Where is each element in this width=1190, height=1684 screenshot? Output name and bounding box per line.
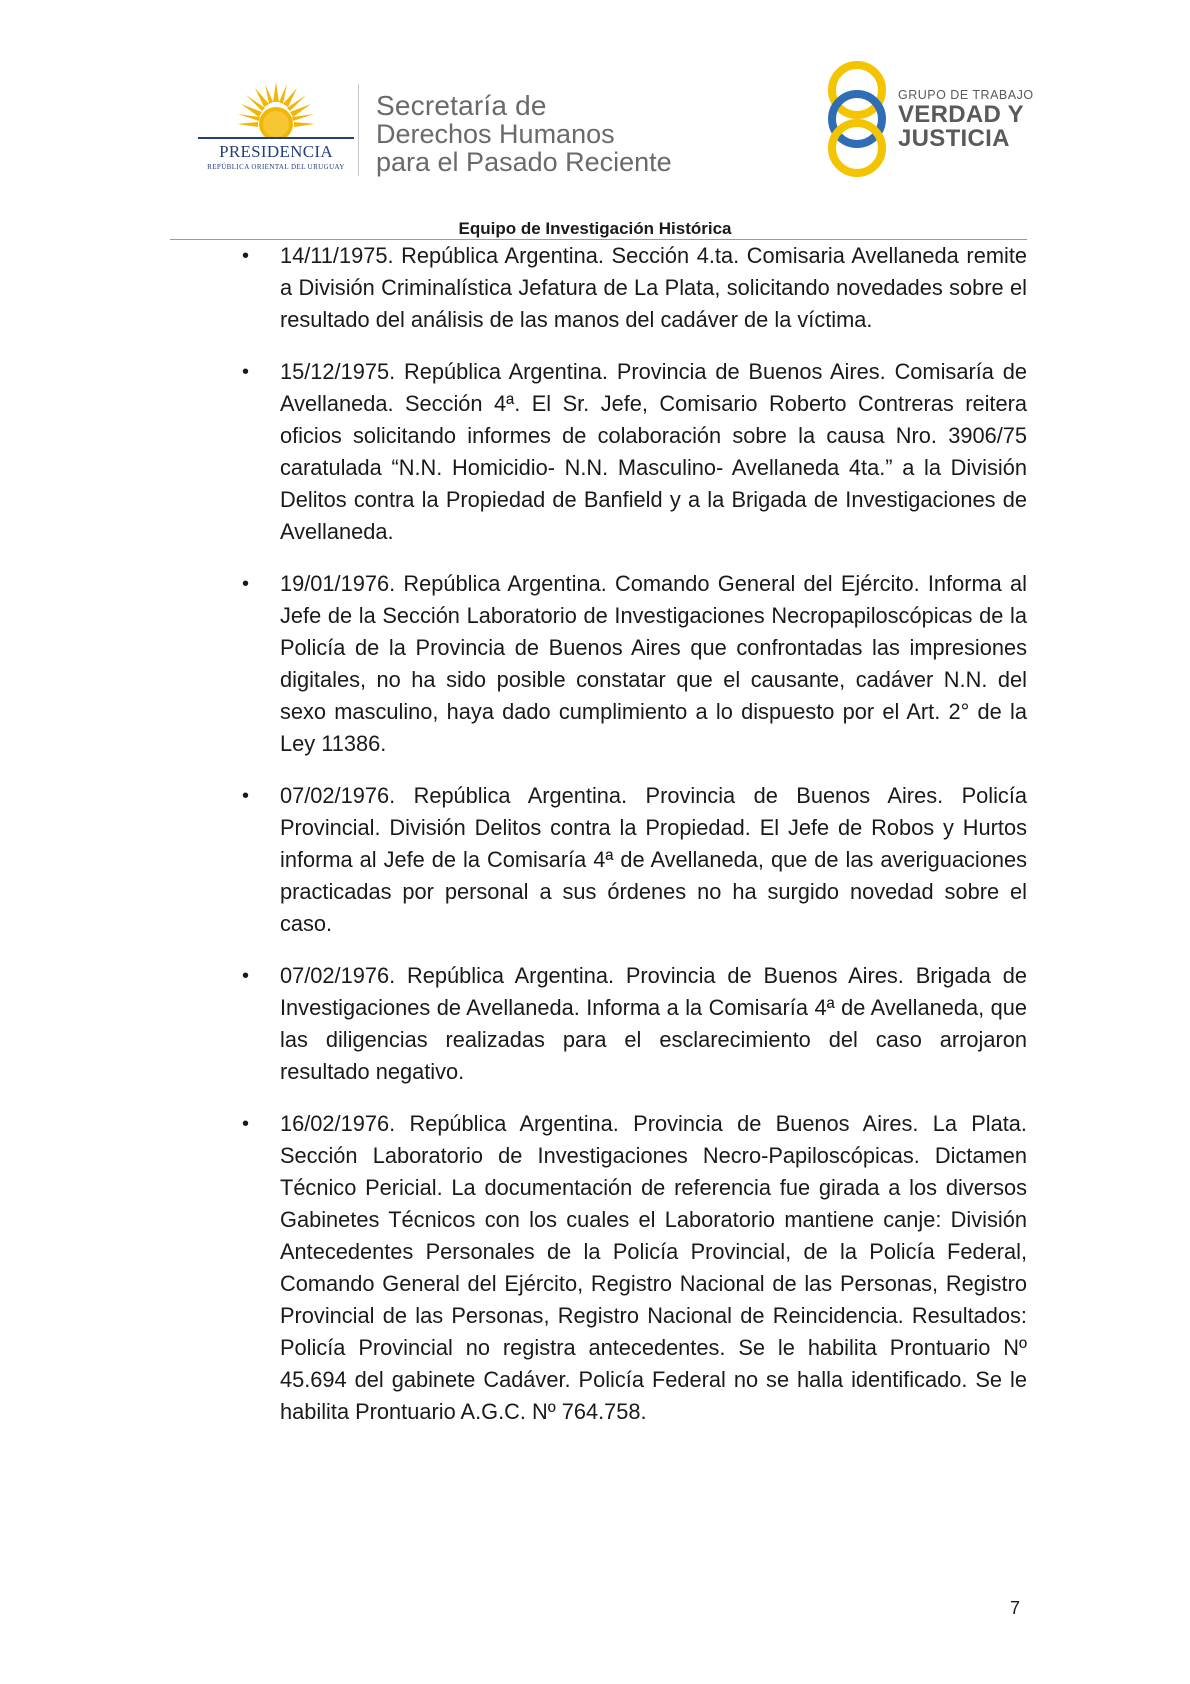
entry-text: 14/11/1975. República Argentina. Sección 4.ta. Comisaria Avellaneda remite a División Criminalística Jefatura de La Plata, solicitando novedades sobre el resultado del análisis de las manos del cadáver de la víctima. <box>280 243 1027 332</box>
secretaria-line-1: Secretaría de <box>376 90 547 121</box>
list-item <box>242 356 1027 548</box>
entry-text: 07/02/1976. República Argentina. Provincia de Buenos Aires. Brigada de Investigaciones de Avellaneda. Informa a la Comisaría 4ª de Avellaneda, que las diligencias realizadas para el esclarecimiento del caso arrojaron resultado negativo. <box>280 963 1027 1084</box>
presidencia-name: PRESIDENCIA <box>219 142 333 161</box>
secretaria-logo <box>376 91 696 176</box>
bullet: • <box>242 573 250 595</box>
list-item <box>242 568 1027 760</box>
chronology-list <box>242 240 1027 1448</box>
bullet: • <box>242 785 250 807</box>
justicia-label: JUSTICIA <box>898 125 1010 152</box>
bullet: • <box>242 361 250 383</box>
secretaria-line-2: Derechos Humanos <box>376 119 615 149</box>
bullet: • <box>242 965 250 987</box>
presidencia-subtitle: REPÚBLICA ORIENTAL DEL URUGUAY <box>207 163 345 171</box>
entry-text: 19/01/1976. República Argentina. Comando General del Ejército. Informa al Jefe de la Sección Laboratorio de Investigaciones Necropapiloscópicas de la Policía de la Provincia de Buenos Aires que confrontadas las impresiones digitales, no ha sido posible constatar que el causante, cadáver N.N. del sexo masculino, haya dado cumplimiento a lo dispuesto por el Art. 2° de la Ley 11386. <box>280 571 1027 756</box>
presidencia-logo <box>196 80 356 176</box>
list-item <box>242 1108 1027 1428</box>
page-number: 7 <box>1010 1598 1021 1618</box>
list-item <box>242 240 1027 336</box>
verdad-justicia-logo-text <box>898 88 1038 151</box>
grupo-trabajo-label: GRUPO DE TRABAJO <box>898 88 1034 102</box>
secretaria-line-3: para el Pasado Reciente <box>376 147 672 177</box>
header-divider <box>358 84 359 176</box>
verdad-label: VERDAD Y <box>898 101 1024 128</box>
department-title: Equipo de Investigación Histórica <box>458 219 732 238</box>
sun-emblem-icon <box>237 80 315 138</box>
list-item <box>242 960 1027 1088</box>
entry-text: 16/02/1976. República Argentina. Provincia de Buenos Aires. La Plata. Sección Laboratorio de Investigaciones Necro-Papiloscópicas. Dictamen Técnico Pericial. La documentación de referencia fue girada a los diversos Gabinetes Técnicos con los cuales el Laboratorio mantiene canje: División Antecedentes Personales de la Policía Provincial, de la Policía Federal, Comando General del Ejército, Registro Nacional de las Personas, Registro Provincial de las Personas, Registro Nacional de Reincidencia. Resultados: Policía Provincial no registra antecedentes. Se le habilita Prontuario Nº 45.694 del gabinete Cadáver. Policía Federal no se halla identificado. Se le habilita Prontuario A.G.C. Nº 764.758. <box>280 1111 1027 1424</box>
verdad-justicia-rings-icon <box>822 58 892 180</box>
list-item <box>242 780 1027 940</box>
entry-text: 15/12/1975. República Argentina. Provincia de Buenos Aires. Comisaría de Avellaneda. Sección 4ª. El Sr. Jefe, Comisario Roberto Contreras reitera oficios solicitando informes de colaboración sobre la causa Nro. 3906/75 caratulada “N.N. Homicidio- N.N. Masculino- Avellaneda 4ta.” a la División Delitos contra la Propiedad de Banfield y a la Brigada de Investigaciones de Avellaneda. <box>280 359 1027 544</box>
presidencia-rule <box>198 137 354 139</box>
entry-text: 07/02/1976. República Argentina. Provincia de Buenos Aires. Policía Provincial. División Delitos contra la Propiedad. El Jefe de Robos y Hurtos informa al Jefe de la Comisaría 4ª de Avellaneda, que de las averiguaciones practicadas por personal a sus órdenes no ha surgido novedad sobre el caso. <box>280 783 1027 936</box>
bullet: • <box>242 1113 250 1135</box>
bullet: • <box>242 245 250 267</box>
